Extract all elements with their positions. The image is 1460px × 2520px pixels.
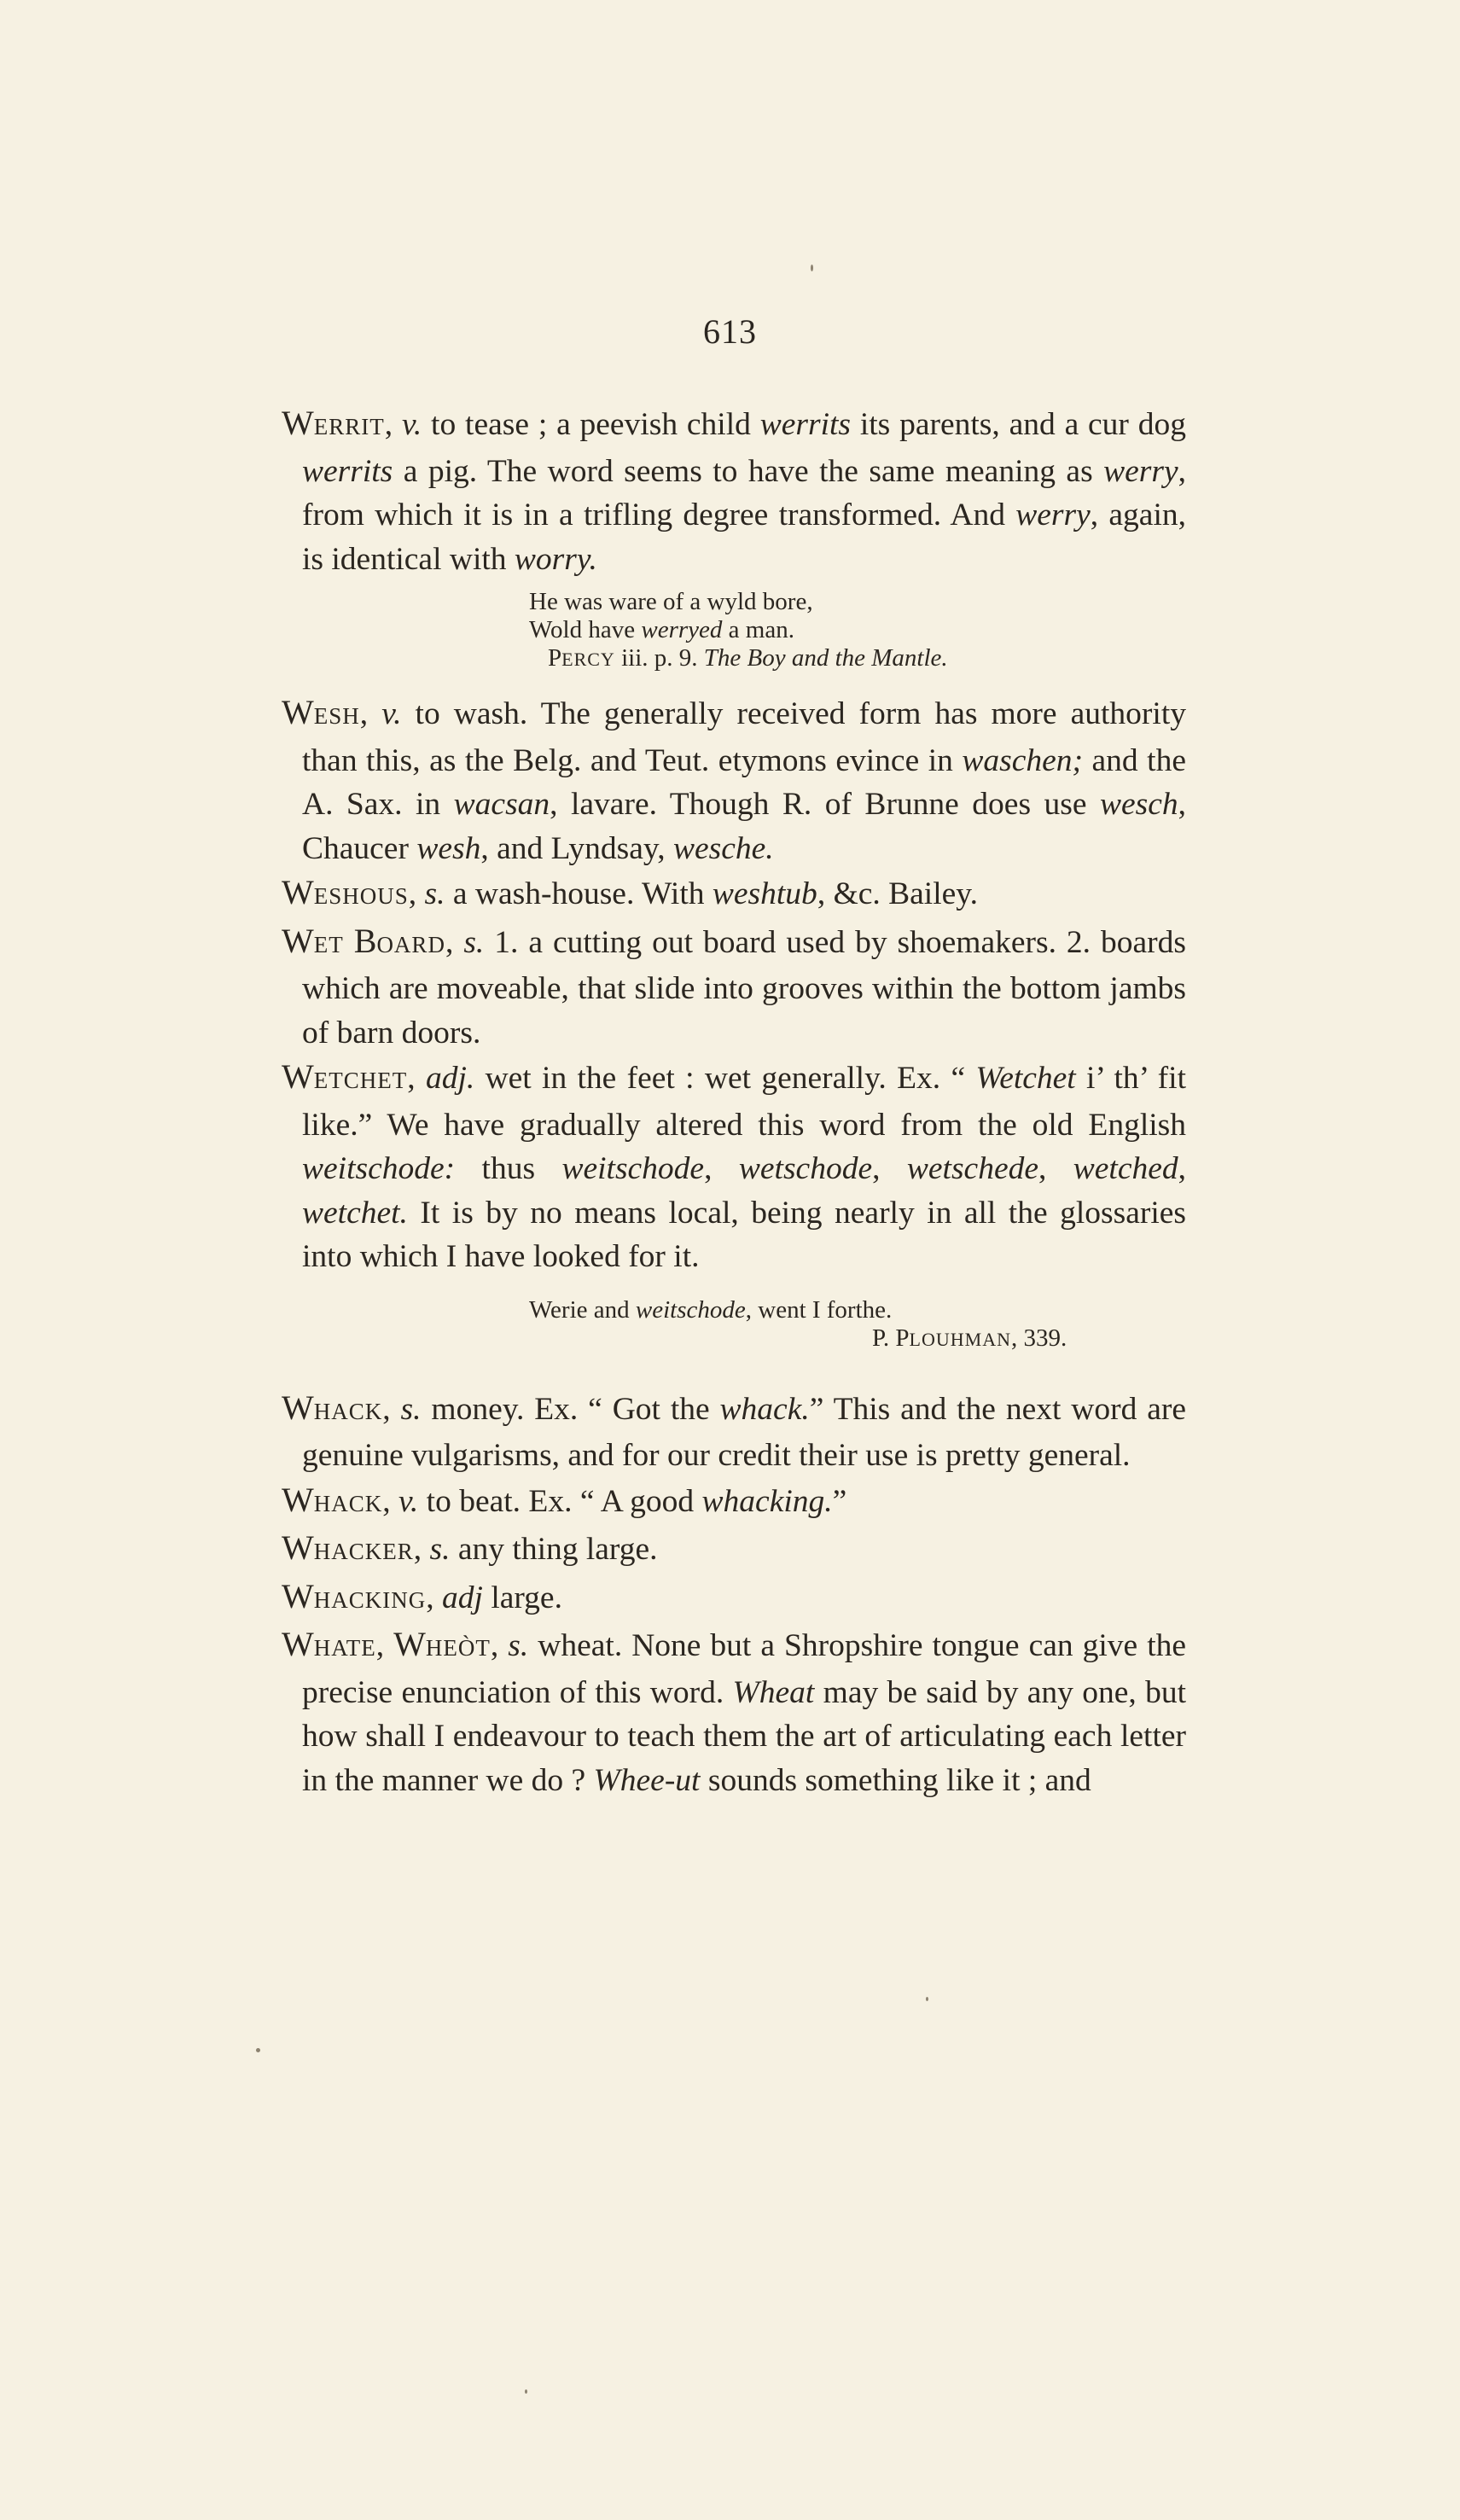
italic-term: whacking. <box>701 1483 833 1519</box>
quote-source <box>282 1324 1186 1353</box>
headword: ERRIT <box>313 414 385 439</box>
paper-speck <box>811 265 813 271</box>
definition-text: ” <box>832 1483 847 1519</box>
definition-text: , and Lyndsay, <box>480 830 673 866</box>
quotation-werrit <box>282 588 1186 673</box>
quote-line: He was ware of a wyld bore, <box>529 588 813 615</box>
part-of-speech: s. <box>508 1628 529 1663</box>
entry-weshous: WESHOUS, s. a wash-house. With weshtub, &c. Bailey. <box>282 873 978 911</box>
headword: HACKING <box>313 1586 427 1613</box>
definition-text: , Chaucer <box>302 787 1186 866</box>
entry-whate: WHATE, WHEÒT, s. wheat. None but a Shropshire tongue can give the precise enunciation of this word. Wheat may be said by any one, but how shall I endeavour to teach them the art of articulating each letter in the manner we do ? Whee-ut sounds something like it ; and <box>282 1625 1187 1798</box>
definition-text: , from which it is in a trifling degree transformed. And <box>302 453 1186 533</box>
quote-text: Werie and <box>529 1295 636 1324</box>
paper-speck <box>926 1997 928 2001</box>
definition-text: 1. a cutting out board used by shoemakers. 2. boards which are moveable, that slide into grooves within the bottom jambs of barn doors. <box>302 924 1187 1050</box>
headword: ESHOUS <box>313 883 409 909</box>
source-title: The Boy and the Mantle. <box>703 644 948 672</box>
italic-term: wesche. <box>672 830 774 866</box>
italic-term: werry <box>1015 498 1091 533</box>
quotation-wetchet <box>282 1296 1186 1353</box>
headword-initial: W <box>282 1057 314 1096</box>
headword: HACK <box>313 1490 383 1516</box>
definition-text: , <box>1178 1151 1187 1186</box>
entry-whacking: WHACKING, adj large. <box>282 1576 562 1615</box>
definition-text: wet in the feet : wet generally. Ex. “ <box>474 1061 976 1096</box>
quote-text: , went I forthe. <box>745 1295 893 1324</box>
headword-initial: W <box>282 921 314 960</box>
source-reference: iii. p. 9. <box>614 644 704 672</box>
definition-text: to tease ; a peevish child <box>422 407 760 442</box>
definition-text: thus <box>455 1151 562 1186</box>
definition-text: to wash. The generally received form has more authority than this, as the Belg. and Teut. etymons evince in <box>302 696 1186 778</box>
definition-text: , <box>704 1151 739 1186</box>
source-initial: P. P <box>872 1324 910 1352</box>
part-of-speech: v. <box>401 407 422 442</box>
entry-werrit: WERRIT, v. to tease ; a peevish child werrits its parents, and a cur dog werrits a pig. The word seems to have the same meaning as werry, from which it is in a trifling degree transformed. And werry, again, is identical with worry. <box>282 404 1186 577</box>
definition-text: large. <box>482 1580 562 1615</box>
definition-text: and the A. Sax. in <box>302 742 1186 822</box>
quote-line <box>282 1296 1186 1324</box>
italic-term: werrits <box>302 453 393 489</box>
headword-initial: W <box>282 1576 314 1615</box>
headword-initial: W <box>282 873 314 911</box>
part-of-speech: v. <box>398 1483 419 1519</box>
headword-initial: W <box>282 404 314 442</box>
entry-whacker: WHACKER, s. any thing large. <box>282 1528 658 1567</box>
paper-speck <box>256 2048 260 2052</box>
quote-text: Wold have <box>529 616 642 643</box>
italic-term: Whee-ut <box>593 1762 701 1798</box>
part-of-speech: s. <box>463 924 485 960</box>
source-initial: P <box>548 644 562 672</box>
headword: HACKER <box>313 1539 414 1564</box>
headword: HACK <box>313 1398 383 1424</box>
part-of-speech: adj. <box>425 1061 475 1096</box>
headword-initial: B <box>353 921 377 960</box>
italic-term: wesch <box>1099 787 1178 822</box>
headword: HEÒT <box>425 1635 491 1661</box>
definition-text: a pig. The word seems to have the same meaning as <box>393 453 1104 489</box>
definition-text: It is by no means local, being nearly in all the glossaries into which I have looked for it. <box>302 1195 1186 1274</box>
italic-term: wacsan <box>453 787 550 822</box>
page-number: 613 <box>703 312 757 351</box>
definition-text: , <box>1038 1151 1073 1186</box>
part-of-speech: s. <box>400 1391 422 1427</box>
headword-initial: W <box>393 1625 426 1663</box>
italic-term: weitschode <box>635 1295 746 1324</box>
entry-wet-board: WET BOARD, s. 1. a cutting out board used by shoemakers. 2. boards which are moveable, that slide into grooves within the bottom jambs of barn doors. <box>282 921 1187 1050</box>
definition-text: , lavare. Though R. of Brunne does use <box>550 787 1100 822</box>
italic-term: Wheat <box>732 1674 815 1710</box>
italic-term: weitschode: <box>302 1151 456 1186</box>
definition-text: sounds something like it ; and <box>700 1762 1091 1798</box>
headword-initial: W <box>282 693 314 731</box>
definition-text: any thing large. <box>450 1532 658 1567</box>
headword: ESH <box>313 703 360 729</box>
entry-wesh: WESH, v. to wash. The generally received form has more authority than this, as the Belg. and Teut. etymons evince in waschen; and the A. Sax. in wacsan, lavare. Though R. of Brunne does use wesch, Chaucer wesh, and Lyndsay, wesche. <box>282 693 1186 866</box>
definition-text: may be said by any one, but how shall I endeavour to teach them the art of articulating each letter in the manner we do ? <box>302 1674 1186 1798</box>
part-of-speech: s. <box>429 1532 451 1567</box>
source-author: ERCY <box>561 649 615 670</box>
italic-term: werrits <box>759 407 852 442</box>
definition-text: to beat. Ex. “ A good <box>418 1483 702 1519</box>
source-reference: , 339. <box>1011 1324 1067 1352</box>
italic-term: wetched <box>1073 1151 1178 1186</box>
headword-initial: W <box>282 1480 314 1519</box>
italic-term: whack. <box>719 1391 810 1427</box>
source-author: LOUHMAN <box>909 1328 1011 1350</box>
italic-term: wetschode <box>738 1151 873 1186</box>
headword: ET <box>313 931 344 957</box>
quote-line <box>282 616 1186 644</box>
headword: ETCHET <box>313 1068 408 1093</box>
definition-text: a wash-house. With <box>445 876 713 911</box>
headword-initial: W <box>282 1625 314 1663</box>
entry-whack-verb: WHACK, v. to beat. Ex. “ A good whacking.” <box>282 1480 847 1519</box>
italic-term: werry <box>1103 453 1178 489</box>
italic-term: weshtub <box>712 876 817 911</box>
italic-term: wetchet. <box>302 1195 408 1231</box>
headword: HATE <box>313 1635 376 1661</box>
paper-speck <box>525 2389 527 2394</box>
italic-term: werryed <box>641 616 723 643</box>
italic-term: waschen; <box>962 742 1084 778</box>
headword-initial: W <box>282 1528 314 1567</box>
part-of-speech: adj <box>442 1580 483 1615</box>
definition-text: , &c. Bailey. <box>817 876 978 911</box>
definition-text: its parents, and a cur dog <box>851 407 1186 442</box>
definition-text: money. Ex. “ Got the <box>421 1391 720 1427</box>
quote-text: a man. <box>722 616 794 643</box>
definition-text: , <box>872 1151 907 1186</box>
italic-term: wesh <box>416 830 481 866</box>
part-of-speech: s. <box>424 876 445 911</box>
definition-text: ” This and the next word are genuine vulgarisms, and for our credit their use is pretty general. <box>302 1391 1186 1473</box>
italic-term: worry. <box>514 541 597 577</box>
headword-initial: W <box>282 1388 314 1427</box>
italic-term: Wetchet <box>975 1061 1076 1096</box>
entry-whack-noun: WHACK, s. money. Ex. “ Got the whack.” This and the next word are genuine vulgarisms, and for our credit their use is pretty general. <box>282 1388 1186 1473</box>
quote-source <box>282 644 1186 673</box>
definition-text: wheat. None but a Shropshire tongue can give the precise enunciation of this word. <box>302 1628 1187 1710</box>
italic-term: wetschede <box>906 1151 1038 1186</box>
definition-text: i’ th’ fit like.” We have gradually altered this word from the old English <box>302 1061 1187 1143</box>
part-of-speech: v. <box>381 696 402 731</box>
dictionary-column <box>282 401 1186 1802</box>
headword: OARD <box>376 931 445 957</box>
definition-text: , again, is identical with <box>302 498 1186 577</box>
italic-term: weitschode <box>561 1151 705 1186</box>
entry-wetchet: WETCHET, adj. wet in the feet : wet generally. Ex. “ Wetchet i’ th’ fit like.” We have gradually altered this word from the old English weitschode: thus weitschode, wetschode, wetschede, wetched, wetchet. It is by no means local, being nearly in all the glossaries into which I have looked for it. <box>282 1057 1187 1274</box>
